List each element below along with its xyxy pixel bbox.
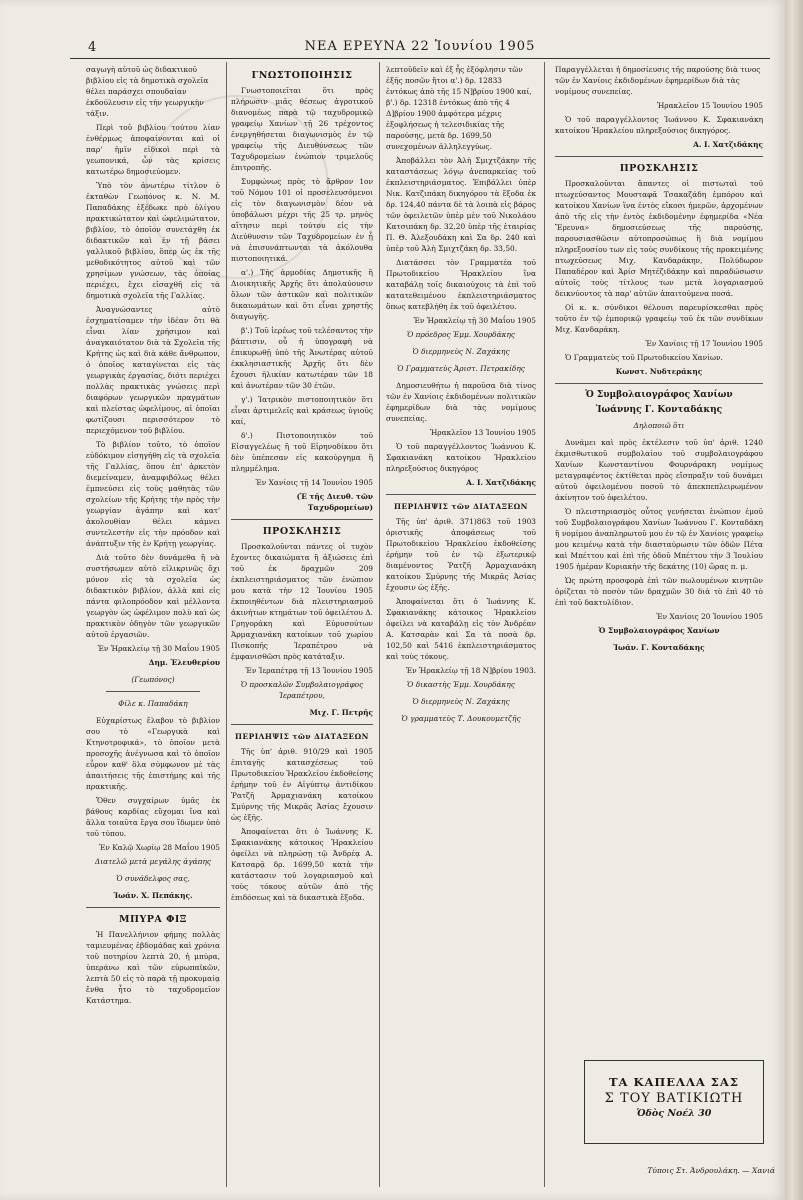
court-officials: Ὁ πρόεδρος Ἐμμ. Χουρδάκης	[406, 330, 516, 339]
article-paragraph: Ὁ τοῦ παραγγέλλοντος Ἰωάννου Κ. Σφακιανάκη κατοίκου Ἡρακλείου πληρεξούσιος δικηγόρος.	[555, 115, 763, 135]
article-paragraph: Διατάσσει τὸν Γραμματέα τοῦ Πρωτοδικείου Ἡρακλείου ἵνα καταβάλῃ τοῖς δικαιούχοις τὰ ἐπὶ τοῦ κατατεθειμένου ἐκπλειστηριάσματος ὅπως κατεβλήθη ἐκ τοῦ ὀφειλέτου.	[386, 258, 536, 311]
divider	[555, 383, 763, 384]
article-date: Ἐν Χανίοις 20 Ἰουνίου 1905	[656, 612, 763, 621]
article-paragraph: Γνωστοποιεῖται ὅτι πρὸς πλήρωσιν μιᾶς θέσεως ἀγροτικοῦ διανομέως παρὰ τῷ ταχυδρομικῷ γραφείῳ Χανίων τῇ 26 τρέχοντος ἐνεργηθήσεται διαγωνισμὸς ἐν τῷ γραφείῳ τῆς Διευθύνσεως τῶν Ταχυδρομείων ἐνώπιον τριμελοῦς ἐπιτροπῆς.	[231, 86, 373, 172]
article-paragraph: Προσκαλοῦνται πάντες οἱ τυχὸν ἔχοντες δικαιώματα ἢ ἀξιώσεις ἐπὶ τοῦ ἐκ δραχμῶν 209 ἐκπλειστηριάσματος τῶν ἐνώπιον μου κατὰ τὴν 12 Ἰουνίου 1905 ἐκποιηθέντων διὰ πλειστηριασμοῦ ἀκινήτων κτημάτων τοῦ ὀφειλέτου Δ. Γρηγοράκη καὶ Εὐρυσούτων Ἁρμαχιανάκη κατοίκων τοῦ χωρίου Πισκοπῆς Ἱεραπέτρου νὰ ἐμφανισθῶσι πρὸς κατάταξιν.	[231, 542, 373, 661]
article-paragraph: Ἀποβάλλει τὸν Ἀλὴ Σμιχτζάκην τῆς καταστάσεως λόγῳ ἀνεπαρκείας τοῦ ἐκπλειστηριάσματος. Ἐπιβάλλει ὑπὲρ Νικ. Κατζιπάκη δικηγόρου τὰ ἔξοδα ἐκ δρ. 124,40 πάντα δὲ τὰ λοιπὰ εἰς βάρος τῶν ὀφειλετῶν ὑπὲρ μὲν τοῦ Νικολάου Κατσιπάκη δρ. 32,20 ὑπὲρ τῆς ἑταιρίας Π. Θ. Ἀλεξουδάκη καὶ Σα δρ. 240 καὶ ὑπὲρ τοῦ Ἀλὴ Σμιχτζάκη δρ. 33,50.	[386, 156, 536, 253]
signature: Α. Ι. Χατζιδάκης	[466, 478, 536, 487]
article-date: Ἡρακλεῖον 13 Ἰουνίου 1905	[429, 428, 536, 437]
article-date: Ἐν Ἡρακλείῳ τῇ 30 Μαΐου 1905	[413, 316, 536, 325]
article-date: Ἡρακλεῖον 15 Ἰουνίου 1905	[656, 101, 763, 110]
signature: Ἰωάν. Χ. Πεπάκης.	[113, 891, 193, 900]
article-paragraph: δ'.) Πιστοποιητικὸν τοῦ Εἰσαγγελέως ἢ τοῦ Εἰρηνοδίκου ὅτι δὲν ὑπέπεσαν εἰς κακούργημα ἢ πλημμέλημα.	[231, 431, 373, 473]
article-paragraph: Τῆς ὑπ' ἀριθ. 910/29 καὶ 1905 ἐπιταγῆς κατασχέσεως τοῦ Πρωτοδικείου Ἡρακλείου ἐκδοθείσης ἐρήμην τοῦ ἐν Αἰγύπτῳ ἀντιδίκου Ῥατζῆ Ἀρμαχιανάκη κατοίκου Σμύρνης τῆς Μικρᾶς Ἀσίας ἔχουσιν ὡς ἑξῆς.	[231, 747, 373, 822]
page-edge	[785, 0, 803, 1200]
article-date: Ἐν Χανίοις τῇ 14 Ἰουνίου 1905	[255, 478, 373, 487]
article-paragraph: Τὸ βιβλίον τοῦτο, τὸ ὁποῖον εὐδόκιμον εἰσηγήθη εἰς τὰ σχολεῖα τῆς Γαλλίας, ὅπου ἐπ' ἀρκετὸν διεμείναμεν, ἀναμφιβόλως θέλει ἐμπνεύσει εἰς τοὺς μαθητὰς τῶν σχολείων τῆς Κρήτης τὴν πρὸς τὴν γεωργίαν ἀγάπην καὶ κατ' ἀκολουθίαν θέλει κάμνει συντελεστὴν εἰς τὴν πρόοδον καὶ ἀνάπτυξιν τῆς ἐν Κρήτῃ γεωργίας.	[86, 440, 220, 548]
column-rule	[544, 62, 545, 1187]
signature: Δημ. Ἐλευθερίου	[148, 658, 220, 667]
court-officials: Ὁ διερμηνεὺς Ν. Ζαχάκης	[412, 697, 510, 706]
column-rule	[379, 62, 380, 1187]
article-paragraph: Ἀποφαίνεται ὅτι ὁ Ἰωάννης Κ. Σφακιανάκης κάτοικος Ἡρακλείου ὀφείλει νὰ πληρώσῃ τῷ Ἀνδρέᾳ Α. Κατσαρᾷ δρ. 1699,50 κατὰ τὴν κατάστασιν τοῦ λογαριασμοῦ καὶ τοὺς τόκους αὐτῶν ἀπὸ τῆς ἐπιδόσεως καὶ τὰ δικαστικὰ ἔξοδα.	[231, 827, 373, 902]
court-officials: Ὁ γραμματεὺς Τ. Δουκουμετζῆς	[401, 714, 521, 723]
article-date: Ἐν Ἱεραπέτρᾳ τῇ 13 Ἰουνίου 1905	[245, 666, 373, 675]
divider	[231, 724, 373, 725]
ad-heading: ΜΠΥΡΑ ΦΙΞ	[119, 914, 187, 925]
article-paragraph: σαγωγὴ αὐτοῦ ὡς διδακτικοῦ βιβλίου εἰς τὰ δημοτικὰ σχολεῖα θέλει παράσχει σπουδαίαν ἐκδούλευσιν εἰς τὴν γεωργικὴν τάξιν.	[86, 65, 209, 118]
letter-salutation: Φίλε κ. Παπαδάκη	[118, 699, 188, 708]
ad-line-3: Ὁδὸς Νοέλ 30	[636, 1108, 712, 1119]
article-paragraph: Ὁ τοῦ παραγγέλλοντος Ἰωάννου Κ. Σφακιανάκη κατοίκου Ἡρακλείου πληρεξούσιος δικηγόρος	[386, 442, 536, 473]
column-4	[555, 64, 763, 1054]
article-paragraph: Ὡς πρώτη προσφορὰ ἐπὶ τῶν πωλουμένων κινητῶν ὁρίζεται τὸ ποσὸν τῶν δραχμῶν 30 διὰ τὸ ἐπὶ 40 τὸ ἐπὶ τοῦ δακτυλίδιον.	[555, 576, 763, 607]
article-date: Ἐν Χανίοις τῇ 17 Ἰουνίου 1905	[645, 339, 763, 348]
notary-declaration: Δηλοποιῶ ὅτι	[633, 421, 685, 430]
page-number: 4	[88, 40, 97, 55]
article-paragraph: Ὑπὸ τὸν ἀνωτέρω τίτλον ὁ ἐκταθὼν Γεωπόνος κ. Ν. Μ. Παπαδάκης ἐξέδωκε πρὸ ὀλίγου πρακτικώτατον καὶ ὠφελιμώτατον, βιβλίον, τὸ ὁποῖον συνετάχθη ἐκ διδακτικῶν καὶ ἐν τῇ βάσει γαλλικοῦ βιβλίου, ὅπερ ὡς ἐκ τῆς μεθοδικότητος αὐτοῦ καὶ τῶν χρησίμων γνώσεων, τὰς ὁποίας περιέχει, ἔχει εἰσαχθῆ εἰς τὰ δημοτικὰ σχολεῖα τῆς Γαλλίας.	[86, 181, 220, 300]
court-officials: Ὁ Γραμματεὺς Ἀριστ. Πετρακίδης	[397, 364, 525, 373]
article-paragraph: Περὶ τοῦ βιβλίου τούτου λίαν ἐνθέρμως ἀποφαίνονται καὶ οἱ παρ' ἡμῖν εἰδικοὶ περὶ τὰ γεωπονικά, ὧν τὰς κρίσεις κατωτέρω δημοσιεύομεν.	[86, 123, 220, 176]
signature-title: Ὁ Συμβολαιογράφος Χανίων	[598, 626, 720, 635]
closing: Διατελῶ μετὰ μεγάλης ἀγάπης	[94, 857, 212, 866]
printer-credit: Τύποις Στ. Ἀνδρουλάκη. — Χανιά	[647, 1166, 775, 1175]
article-paragraph: Συμφώνως πρὸς τὸ ἄρθρον 1ον τοῦ Νόμου 101 οἱ προσελευσόμενοι εἰς τὸν διαγωνισμὸν δέον νὰ ὑποβάλωσι μέχρι τῆς 25 τρ. μηνὸς αἴτησιν περὶ τούτου εἰς τὴν Διεύθυνσιν τῶν Ταχυδρομείων ἐν ᾗ νὰ ἐπισυνάπτωνται τὰ ἀκόλουθα πιστοποιητικά.	[231, 177, 373, 263]
article-paragraph: Διὰ τοῦτο δὲν δυνάμεθα ἢ νὰ συστήσωμεν αὐτὸ εἰλικρινῶς ὄχι μόνον εἰς τὰ σχολεῖα ὡς διδακτικὸν βιβλίον, ἀλλὰ καὶ εἰς πάντα φιλοπρόοδον καὶ μέλλοντα γεωργὸν ὡς ὠφέλιμον πολὺ καὶ ὡς πρακτικὸν ὁδηγὸν τῶν γεωργικῶν αὐτοῦ ἐργασιῶν.	[86, 553, 220, 639]
column-2	[231, 64, 373, 1189]
section-heading: ΠΡΟΣΚΛΗΣΙΣ	[262, 526, 342, 537]
ad-line-1: ΤΑ ΚΑΠΕΛΛΑ ΣΑΣ	[609, 1075, 739, 1089]
column-rule	[226, 62, 227, 1187]
article-paragraph: α'.) Τῆς ἁρμοδίας Δημοτικῆς ἢ Διοικητικῆς Ἀρχῆς ὅτι ἀπολαύουσιν ὅλων τῶν ἀστικῶν καὶ πολιτικῶν δικαιωμάτων καὶ ὅτι εἶναι χρηστῆς διαγωγῆς.	[231, 268, 373, 321]
article-paragraph: γ'.) Ἰατρικὸν πιστοποιητικὸν ὅτι εἶναι ἀρτιμελεῖς καὶ κράσεως ὑγιοῦς καί,	[231, 395, 373, 426]
ad-line-2: Σ ΤΟΥ ΒΑΤΙΚΙΩΤΗ	[604, 1091, 744, 1106]
article-paragraph: β'.) Τοῦ ἱερέως τοῦ τελέσαντος τὴν βάπτισιν, οὗ ἡ ὑπογραφὴ νὰ ἐπικυρωθῇ ὑπὸ τῆς Ἀνωτέρας αὐτοῦ ἐκκλησιαστικῆς Ἀρχῆς ὅτι δὲν ἔχουσι ἡλικίαν κατωτέραν τῶν 18 καὶ ἀνωτέραν τῶν 30 ἐτῶν.	[231, 326, 373, 390]
signature: Μιχ. Γ. Πετρῆς	[309, 708, 373, 717]
divider	[386, 494, 536, 495]
section-heading: ΠΕΡΙΛΗΨΙΣ τῶν ΔΙΑΤΑΞΕΩΝ	[235, 732, 369, 741]
article-paragraph: Ὁ Γραμματεὺς τοῦ Πρωτοδικείου Χανίων.	[565, 353, 723, 362]
article-paragraph: Οἱ κ. κ. σύνδικοι θέλουσι παρευρίσκεσθαι πρὸς τοῦτο ἐν τῷ ἐμπορικῷ γραφείῳ τοῦ ἐκ τῶν συνδίκων Μιχ. Κανδαράκη.	[555, 303, 763, 334]
newspaper-title-date: ΝΕΑ ΕΡΕΥΝΑ 22 Ἰουνίου 1905	[304, 39, 536, 54]
signature-title: (Γεωπόνος)	[131, 675, 175, 684]
article-paragraph: Παραγγέλλεται ἡ δημοσίευσις τῆς παρούσης διὰ τινος τῶν ἐν Χανίοις ἐκδιδομένων ἐφημερίδων διὰ τὰς νομίμους συνεπείας.	[555, 65, 761, 96]
signature-title: Ὁ προσκαλῶν Συμβολαιογράφος Ἱεραπέτρου,	[240, 680, 364, 700]
signature: Κωνστ. Νυδτεράκης	[615, 367, 703, 376]
article-date: Ἐν Καλῷ Χωρίῳ 28 Μαΐου 1905	[99, 843, 220, 852]
court-officials: Ὁ διερμηνεὺς Ν. Ζαχάκης	[412, 347, 510, 356]
notary-name: Ἰωάννης Γ. Κονταδάκης	[595, 405, 723, 415]
notary-title: Ὁ Συμβολαιογράφος Χανίων	[585, 390, 733, 400]
court-officials: Ὁ δικαστὴς Ἐμμ. Χουρδάκης	[407, 680, 515, 689]
article-date: Ἐν Ἡρακλείῳ τῇ 18 Ν]βρίου 1903.	[405, 666, 536, 675]
column-3	[386, 64, 536, 1189]
article-paragraph: Ἀποφαίνεται ὅτι ὁ Ἰωάννης Κ. Σφακιανάκης κάτοικος Ἡρακλείου ὀφείλει νὰ καταβάλῃ εἰς τὸν Ἀνδρέαν Α. Κατσαρὰν καὶ Σα τὰ ποσὰ δρ. 102,50 καὶ 5416 ἐκπλειστηριάσματος καὶ τοὺς τόκους.	[386, 597, 536, 661]
closing: Ὁ συνάδελφος σας,	[116, 874, 190, 883]
divider	[106, 691, 200, 692]
section-heading: ΠΡΟΣΚΛΗΣΙΣ	[619, 163, 699, 174]
article-paragraph: Ὅθεν συγχαίρων ὑμᾶς ἐκ βάθους καρδίας εὔχομαι ἵνα καὶ ἄλλα τοιαῦτα ἔργα σου ἴδωμεν ὑπὸ τοῦ τύπου.	[86, 796, 220, 838]
page-header	[70, 38, 770, 59]
article-paragraph: Ὁ πλειστηριασμὸς οὗτος γενήσεται ἐνώπιον ἐμοῦ τοῦ Συμβολαιογράφου Χανίων Ἰωάννου Γ. Κονταδάκη ἢ νομίμου ἀναπληρωτοῦ μου ἐν τῷ ἐν Χανίοις γραφείῳ μου κειμένῳ κατὰ τὴν διασταύρωσιν τῶν ὁδῶν Πέτα καὶ Μπέττου καὶ ἐπὶ τῆς ὁδοῦ Μπέττου τὴν 3 Ἰουλίου 1905 ἡμέραν Κυριακὴν τῆς δεκάτης (10) ὥρας π. μ.	[555, 507, 763, 571]
article-paragraph: Εὐχαρίστως ἔλαβον τὸ βιβλίον σου τὸ «Γεωργικὰ καὶ Κτηνοτροφικά», τὸ ὁποῖον μετὰ προσοχῆς ἀνέγνωσα καὶ τὸ ὁποῖον εὗρον καθ' ὅλα σύμφωνον μὲ τὰς ἀπαιτήσεις τῆς ἐπιστήμης καὶ τῆς πρακτικῆς.	[86, 716, 220, 791]
signature: (Ἐ τῆς Διευθ. τῶν Ταχυδρομείων)	[296, 492, 373, 512]
article-paragraph: Προσκαλοῦνται ἅπαντες οἱ πιστωταὶ τοῦ πτωχεύσαντος Μουσταφᾶ Τσακαζάδη ἐμπόρου καὶ κατοίκου Χανίων ἵνα ἐντὸς εἴκοσι ἡμερῶν, ἀρχομένων ἀπὸ τῆς εἰς τὴν ἐντὸς ἐκδιδομένην ἐφημερίδα «Νέα Ἔρευνα» δημοσιεύσεως τῆς παρούσης, παρουσιασθῶσιν αὐτοπροσώπως ἢ διὰ νομίμου πληρεξουσίου των εἰς τοὺς συνδίκους τῆς προκειμένης πτωχεύσεως Μιχ. Κανδαράκην, Πολύδωρον Παπαδέρον καὶ Ἀρίσ Μητέζιδάκην καὶ παραδώσωσιν αὐτοῖς τοὺς τίτλους των μετὰ λογαριασμοῦ δεικνύοντος τὰ παρ' αὐτῶν ἀπαιτούμενα ποσά.	[555, 179, 763, 298]
signature: Α. Ι. Χατζιδάκης	[693, 140, 763, 149]
article-paragraph: Δημοσιευθήτω ἡ παροῦσα διὰ τίνος τῶν ἐν Χανίοις ἐκδιδομένων πολιτικῶν ἐφημερίδων διὰ τὰς νομίμους συνεπείας.	[386, 381, 536, 423]
article-paragraph: Δυνάμει καὶ πρὸς ἐκτέλεσιν τοῦ ὑπ' ἀριθ. 1240 ἐκμισθωτικοῦ συμβολαίου τοῦ συμβολαιογράφου Χανίων Κωνσταντίνου Φουρνάρακη νομίμως μεταγραφέντος ἐκτίθεται πρὸς εἴσπραξιν τοῦ δυνάμει αὐτοῦ ὀφειλομένου ποσοῦ τὸ ἀπεκπεπλειρωμένον ἀκίνητον τοῦ ὀφειλέτου.	[555, 438, 763, 502]
divider	[231, 519, 373, 520]
article-paragraph: Ἀναγνώσαντες αὐτὸ ἐσχηματίσαμεν τὴν ἰδέαν ὅτι θὰ εἶναι λίαν χρήσιμον καὶ ἀναγκαιότατον διὰ τὰ Σχολεῖα τῆς Κρήτης ὡς καὶ διὰ κάθε ἄνθρωπον, ὁ ὁποῖος καταγίνεται εἰς τὰς γεωργικὰς ἐργασίας, διότι περιέχει πολλὰς πρακτικὰς γνώσεις περὶ διαφόρων γεωργικῶν πραγμάτων καὶ πλείστας ὠφελίμους, αἱ ὁποῖαι φωτίζουσι περισσότερον τὸ περιεχόμενον τοῦ βιβλίου.	[86, 305, 220, 435]
hat-shop-advertisement	[584, 1060, 764, 1144]
section-heading: ΓΝΩΣΤΟΠΟΙΗΣΙΣ	[251, 70, 353, 81]
divider	[555, 156, 763, 157]
article-date: Ἐν Ἡρακλείῳ τῇ 30 Μαΐου 1905	[97, 644, 220, 653]
article-paragraph: λεπτοῦδεῖν καὶ ἐξ ἧς ἐξόφλησιν τῶν ἐξῆς ποσῶν ἤτοι α'.) δρ. 12833 ἐντόκως ἀπὸ τῆς 15 Ν]βρίου 1900 καί, β'.) δρ. 12318 ἐντόκως ἀπὸ τῆς 4 Δ]βρίου 1900 ἀμφότερα μέχρις ἐξοφλήσεως ἡ τελεσιδικίας τῆς παρούσης, μετὰ δρ. 1699,50 συνεχομένων ἀλληλεγγύως.	[386, 65, 532, 151]
signature: Ἰωάν. Γ. Κονταδάκης	[613, 643, 705, 652]
ad-text: Ἡ Πανελλήνιον φήμης πολλὰς ταμιευμένας ἐβδομάδας καὶ χρόνια τοῦ ποτηρίου λεπτὰ 20, ἡ μπύρα, ὑπεράνω καὶ τῶν εὐρωπαϊκῶν, λεπτὰ 50 εἰς τὸ παρὰ τῇ προκυμαίᾳ ἔνθα ἦτο τὸ ταχυδρομεῖον Κατάστημα.	[86, 930, 220, 1005]
column-1	[86, 64, 220, 1189]
section-heading: ΠΕΡΙΛΗΨΙΣ τῶν ΔΙΑΤΑΞΕΩΝ	[394, 502, 528, 511]
article-paragraph: Τῆς ὑπ' ἀριθ. 371)863 τοῦ 1903 ὁριστικῆς ἀποφάσεως τοῦ Πρωτοδικείου Ἡρακλείου ἐκδοθείσης ἐρήμην τοῦ ἐν τῷ ἐξωτερικῷ διαμένοντος Ῥατζῆ Ἀρμαχιανάκη κατοίκου Σμύρνης τῆς Μικρᾶς Ἀσίας ἔχουσιν ὡς ἑξῆς.	[386, 517, 536, 592]
divider	[86, 907, 220, 908]
